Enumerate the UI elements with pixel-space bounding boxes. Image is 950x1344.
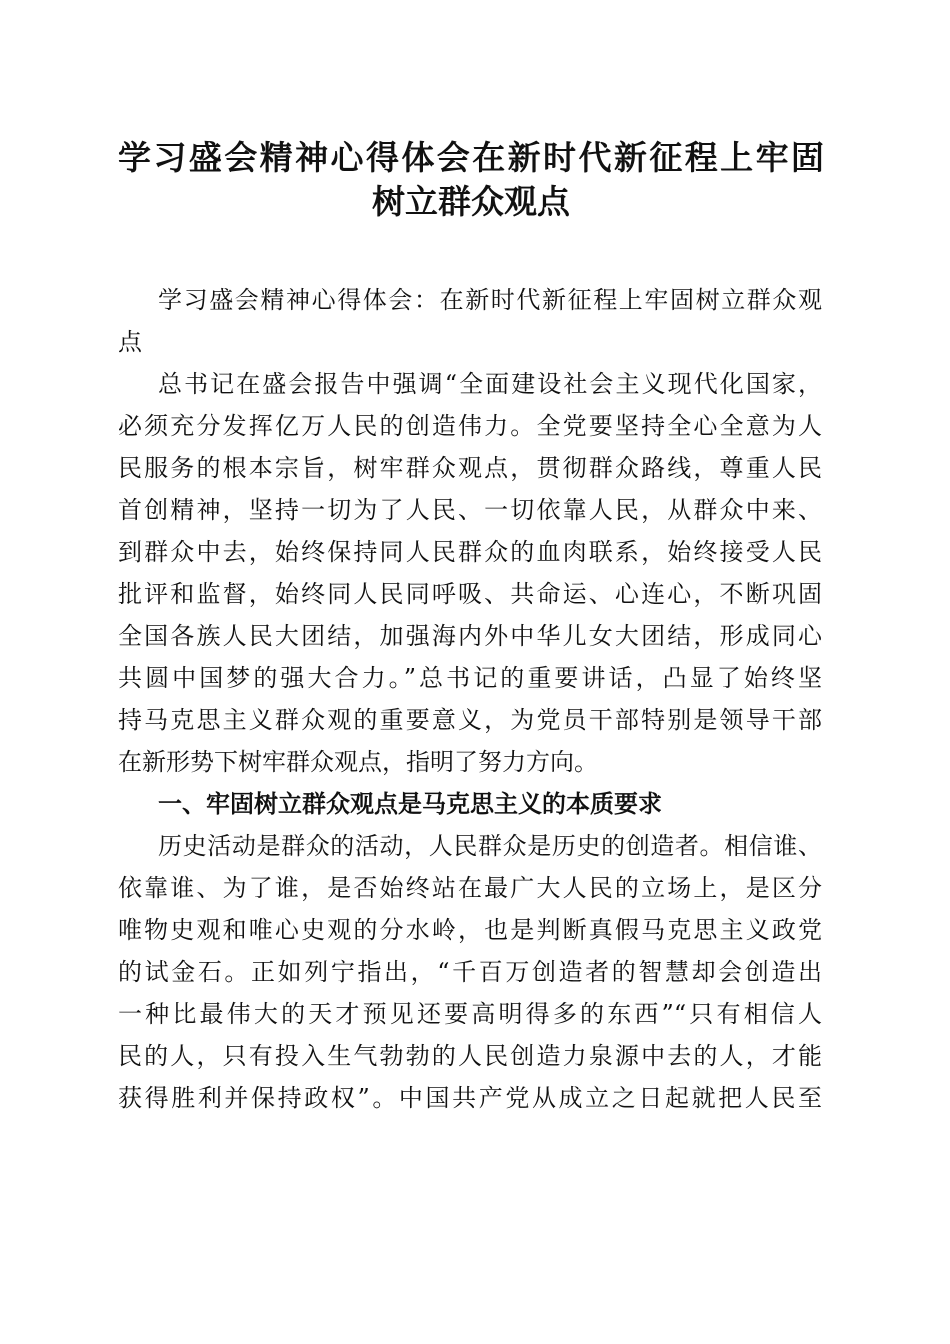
text-line: 民的人，只有投入生气勃勃的人民创造力泉源中去的人，才能 <box>118 1042 822 1070</box>
text-line: 总书记在盛会报告中强调“全面建设社会主义现代化国家， <box>158 370 822 398</box>
text-line: 的试金石。正如列宁指出，“千百万创造者的智慧却会创造出 <box>118 958 822 986</box>
text-line: 依靠谁、为了谁，是否始终站在最广大人民的立场上，是区分 <box>118 874 822 902</box>
title-line-2: 树立群众观点 <box>372 182 570 221</box>
text-line: 历史活动是群众的活动，人民群众是历史的创造者。相信谁、 <box>158 832 822 860</box>
document-body <box>118 279 822 1119</box>
text-line: 首创精神，坚持一切为了人民、一切依靠人民，从群众中来、 <box>118 496 822 524</box>
section-heading: 一、牢固树立群众观点是马克思主义的本质要求 <box>158 790 662 818</box>
title-line-1: 学习盛会精神心得体会在新时代新征程上牢固 <box>118 138 824 177</box>
text-line: 到群众中去，始终保持同人民群众的血肉联系，始终接受人民 <box>118 538 822 566</box>
text-line: 全国各族人民大团结，加强海内外中华儿女大团结，形成同心 <box>118 622 822 650</box>
text-line: 唯物史观和唯心史观的分水岭，也是判断真假马克思主义政党 <box>118 916 822 944</box>
text-line: 点 <box>118 328 142 356</box>
text-line: 必须充分发挥亿万人民的创造伟力。全党要坚持全心全意为人 <box>118 412 822 440</box>
text-line: 持马克思主义群众观的重要意义，为党员干部特别是领导干部 <box>118 706 822 734</box>
text-line: 批评和监督，始终同人民同呼吸、共命运、心连心，不断巩固 <box>118 580 822 608</box>
document-title <box>118 136 824 224</box>
text-line: 一种比最伟大的天才预见还要高明得多的东西”“只有相信人 <box>118 1000 822 1028</box>
text-line: 民服务的根本宗旨，树牢群众观点，贯彻群众路线，尊重人民 <box>118 454 822 482</box>
text-line: 共圆中国梦的强大合力。”总书记的重要讲话，凸显了始终坚 <box>118 664 822 692</box>
text-line: 在新形势下树牢群众观点，指明了努力方向。 <box>118 748 598 776</box>
text-line: 学习盛会精神心得体会：在新时代新征程上牢固树立群众观 <box>158 286 822 314</box>
text-line: 获得胜利并保持政权”。中国共产党从成立之日起就把人民至 <box>118 1084 822 1112</box>
